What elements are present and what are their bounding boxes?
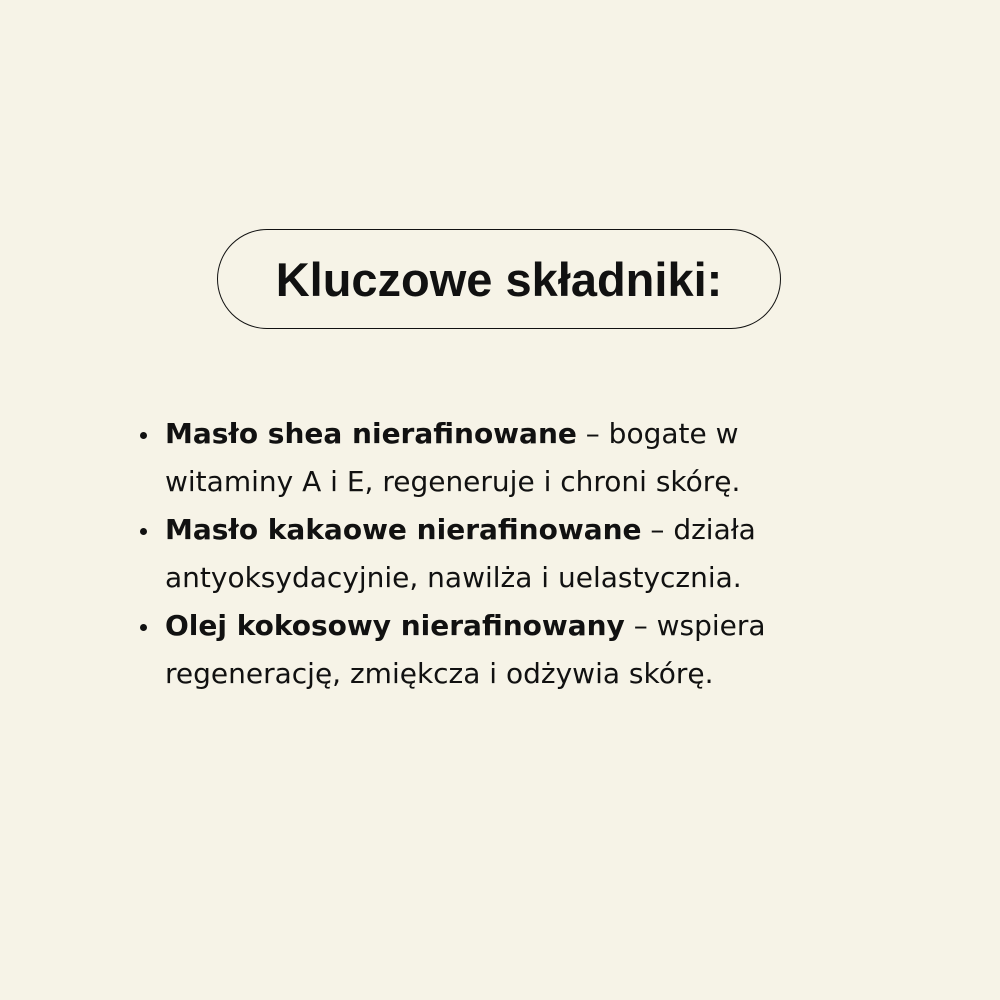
title-badge	[217, 229, 781, 329]
page-title: Kluczowe składniki:	[275, 252, 723, 306]
ingredient-description: witaminy A i E, regeneruje i chroni skórę.	[165, 465, 741, 498]
ingredient-list	[136, 410, 836, 698]
list-item	[136, 410, 837, 506]
list-item	[136, 602, 837, 698]
ingredient-description: – działa	[641, 513, 756, 546]
item-line	[165, 602, 837, 650]
item-line	[165, 506, 837, 554]
bullet-icon	[140, 624, 147, 631]
bullet-icon	[140, 528, 147, 535]
bullet-icon	[140, 432, 147, 439]
item-line	[165, 410, 837, 458]
ingredient-name: Masło shea nierafinowane	[165, 417, 577, 450]
list-item	[136, 506, 837, 602]
ingredient-description: antyoksydacyjnie, nawilża i uelastycznia.	[165, 561, 742, 594]
ingredient-name: Olej kokosowy nierafinowany	[165, 609, 625, 642]
ingredient-description: – wspiera	[624, 609, 766, 642]
ingredient-description: – bogate w	[576, 417, 739, 450]
ingredient-name: Masło kakaowe nierafinowane	[165, 513, 642, 546]
ingredient-description: regenerację, zmiękcza i odżywia skórę.	[165, 657, 714, 690]
